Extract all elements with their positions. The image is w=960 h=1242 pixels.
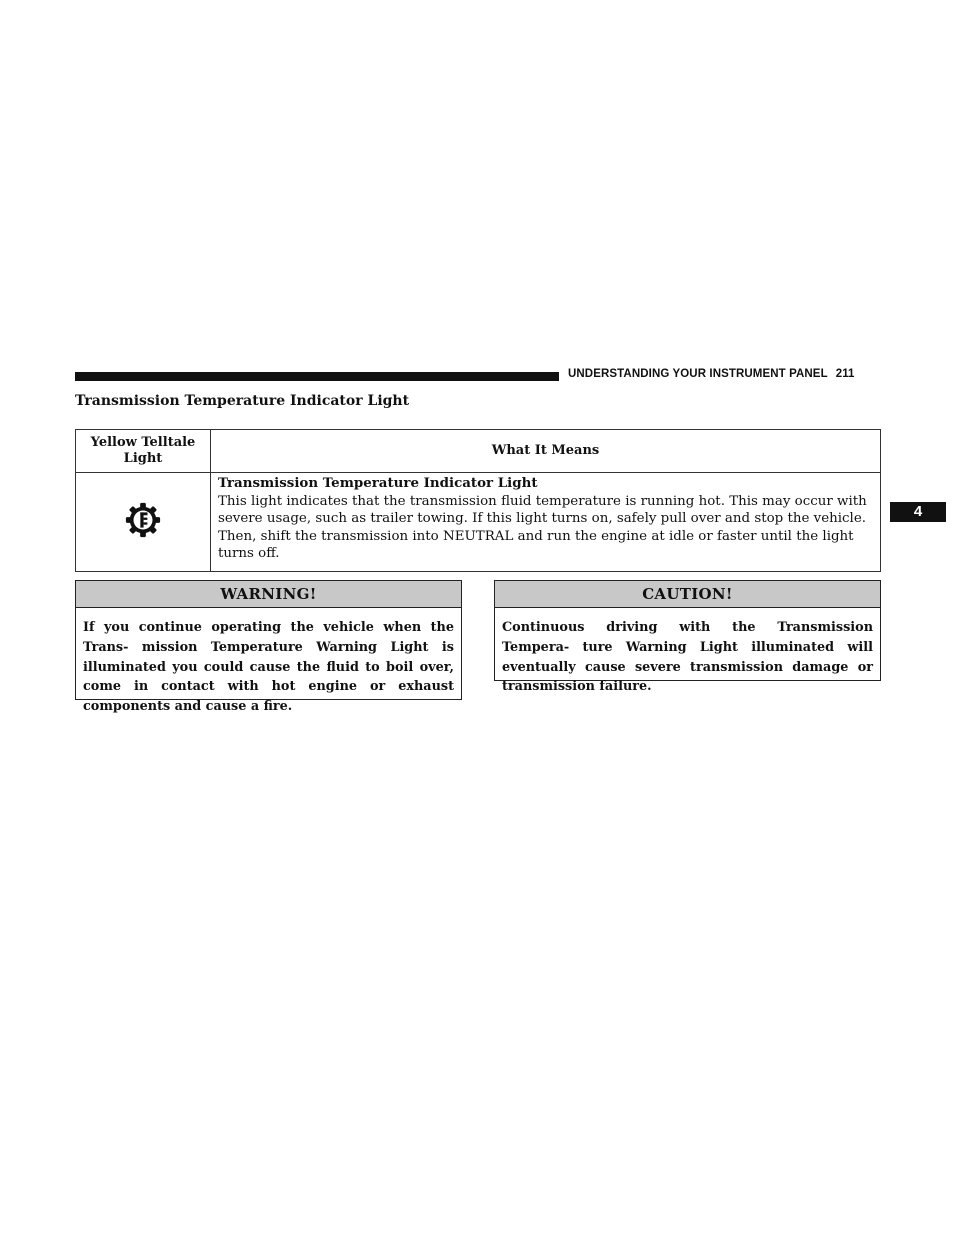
transmission-temperature-icon — [124, 501, 162, 539]
warning-box — [75, 580, 462, 715]
running-header — [568, 368, 855, 380]
table-row — [76, 473, 881, 572]
caution-box — [494, 580, 881, 695]
table-header-row — [76, 430, 881, 473]
icon-cell — [76, 473, 211, 572]
warning-body: If you continue operating the vehicle when the Trans- mission Temperature Warning Light is illuminated you could cause the fluid to boil over, come in contact with hot engine or exhaust components and cause a fire. — [83, 620, 454, 715]
chapter-tab: 4 — [890, 502, 946, 522]
warning-heading: WARNING! — [76, 581, 461, 608]
section-title: Transmission Temperature Indicator Light — [75, 393, 410, 409]
description-title: Transmission Temperature Indicator Light — [218, 475, 538, 491]
telltale-table — [75, 429, 881, 572]
header-rule — [75, 372, 559, 381]
header-section: UNDERSTANDING YOUR INSTRUMENT PANEL — [568, 368, 828, 380]
page-number: 211 — [835, 368, 855, 380]
description-cell — [211, 473, 881, 572]
column-header-meaning: What It Means — [211, 430, 881, 473]
description-body: This light indicates that the transmission fluid temperature is running hot. This may occur with severe usage, such as trailer towing. If this light turns on, safely pull over and stop the vehicle. Then, shift the transmission into NEUTRAL and run the engine at idle or faster until the light turns off. — [218, 493, 867, 562]
caution-body: Continuous driving with the Transmission Tempera- ture Warning Light illuminated will eventually cause severe transmission damage or transmission failure. — [502, 620, 873, 695]
column-header-telltale: Yellow Telltale Light — [76, 430, 211, 473]
caution-heading: CAUTION! — [495, 581, 880, 608]
